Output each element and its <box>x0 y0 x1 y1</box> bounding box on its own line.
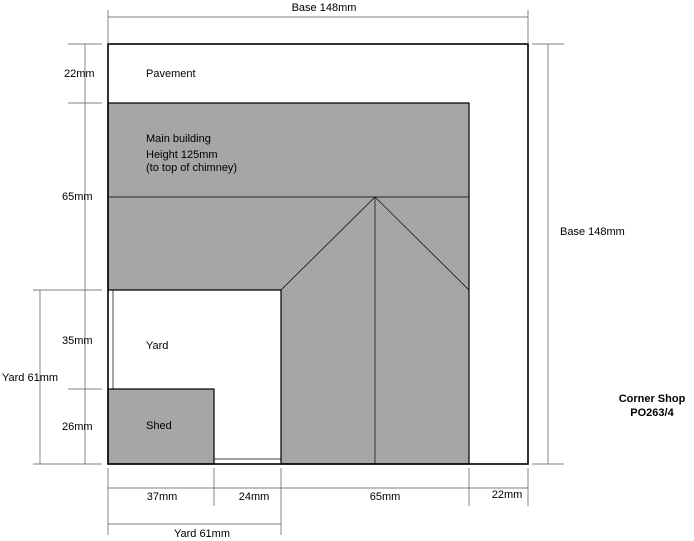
yard-label: Yard <box>146 340 169 352</box>
pavement-label: Pavement <box>146 68 196 80</box>
shed-label: Shed <box>146 420 172 432</box>
title-line-1: Corner Shop <box>618 393 686 405</box>
title-line-2: PO263/4 <box>630 407 674 419</box>
bottom-yard-label: Yard 61mm <box>173 528 231 540</box>
bottom-dim-37: 37mm <box>146 491 178 503</box>
right-dimension-label: Base 148mm <box>560 226 625 238</box>
bottom-dim-24: 24mm <box>238 491 270 503</box>
left-yard-label: Yard 61mm <box>2 372 59 384</box>
bottom-dim-22: 22mm <box>491 489 523 501</box>
left-dim-22: 22mm <box>64 68 95 80</box>
left-dim-35: 35mm <box>62 335 93 347</box>
left-dim-65: 65mm <box>62 191 93 203</box>
bottom-dim-65: 65mm <box>369 491 401 503</box>
left-dim-26: 26mm <box>62 421 93 433</box>
main-building-label: Main building <box>146 133 211 145</box>
main-building-height: Height 125mm <box>146 149 218 161</box>
top-dimension-label: Base 148mm <box>291 2 357 14</box>
main-building-note: (to top of chimney) <box>146 162 238 174</box>
